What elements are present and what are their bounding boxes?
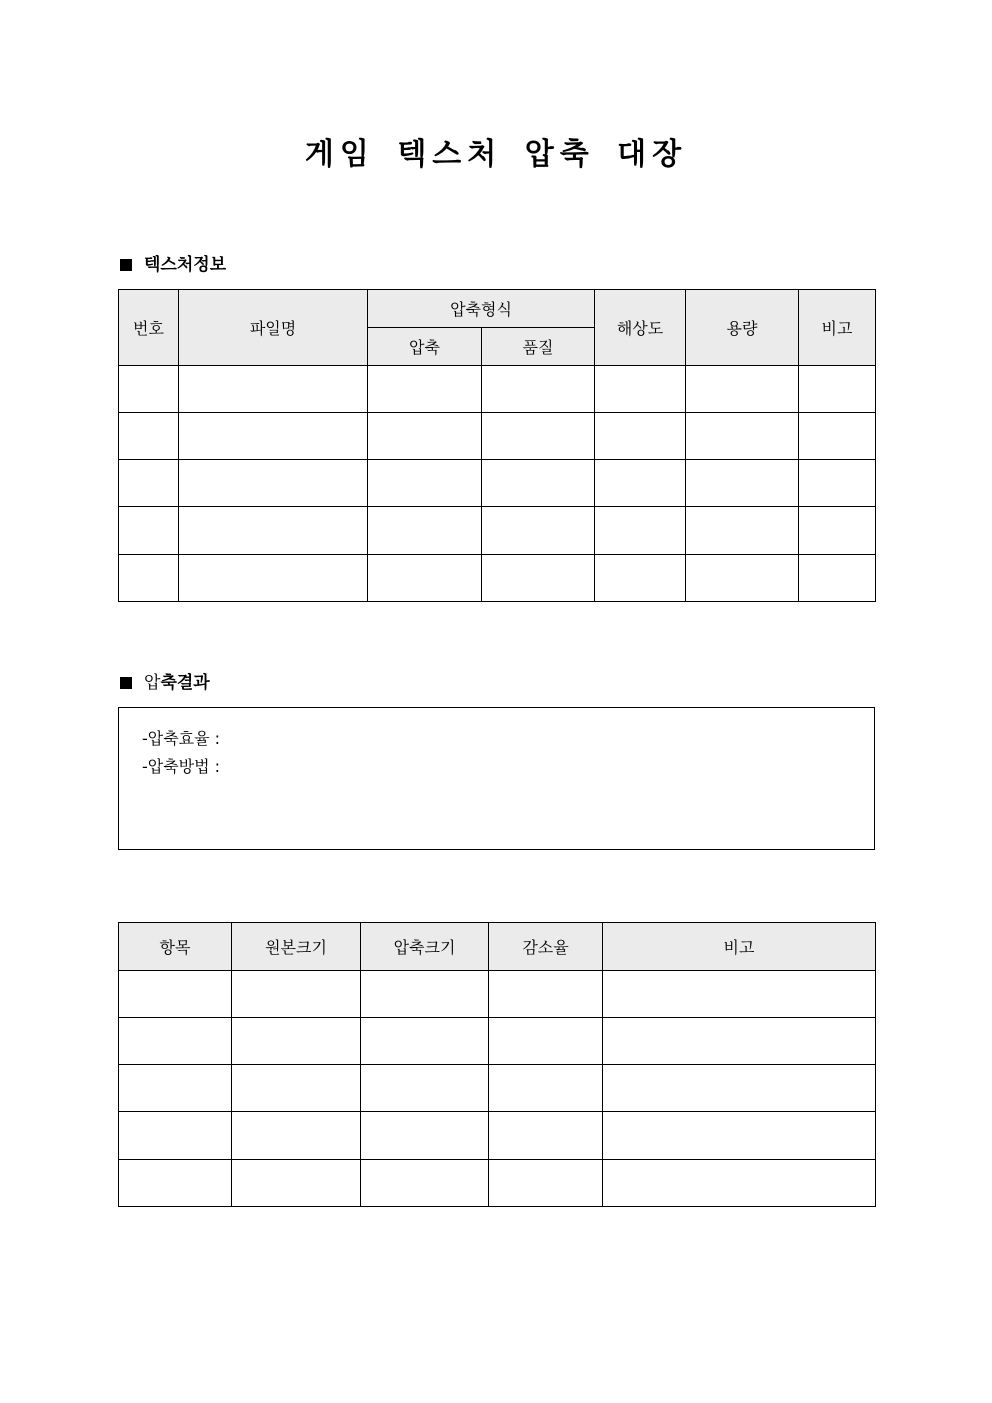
cell-quality[interactable] bbox=[482, 366, 595, 413]
cell-resolution[interactable] bbox=[595, 507, 686, 555]
cell-quality[interactable] bbox=[482, 507, 595, 555]
cell-compression[interactable] bbox=[368, 413, 482, 460]
cell-item[interactable] bbox=[119, 1018, 232, 1065]
header-original-size: 원본크기 bbox=[232, 923, 361, 971]
cell-item[interactable] bbox=[119, 1112, 232, 1160]
cell-filename[interactable] bbox=[179, 366, 368, 413]
cell-size[interactable] bbox=[686, 413, 799, 460]
section-heading-label: 텍스처정보 bbox=[144, 255, 227, 275]
header-note: 비고 bbox=[603, 923, 876, 971]
cell-quality[interactable] bbox=[482, 413, 595, 460]
cell-no[interactable] bbox=[119, 555, 179, 602]
section-heading-prefix: 압 bbox=[144, 673, 161, 693]
cell-quality[interactable] bbox=[482, 460, 595, 507]
cell-compressed-size[interactable] bbox=[361, 1018, 489, 1065]
cell-no[interactable] bbox=[119, 507, 179, 555]
table-row bbox=[119, 1065, 876, 1112]
header-compressed-size: 압축크기 bbox=[361, 923, 489, 971]
cell-reduction-rate[interactable] bbox=[489, 1112, 603, 1160]
cell-item[interactable] bbox=[119, 1160, 232, 1207]
cell-note[interactable] bbox=[603, 1112, 876, 1160]
header-compression: 압축 bbox=[368, 328, 482, 366]
header-size: 용량 bbox=[686, 290, 799, 366]
cell-quality[interactable] bbox=[482, 555, 595, 602]
cell-note[interactable] bbox=[799, 555, 876, 602]
cell-note[interactable] bbox=[799, 460, 876, 507]
table-row bbox=[119, 366, 876, 413]
header-compression-format: 압축형식 bbox=[368, 290, 595, 328]
cell-reduction-rate[interactable] bbox=[489, 1065, 603, 1112]
section-heading-label: 축결과 bbox=[160, 673, 210, 693]
cell-filename[interactable] bbox=[179, 460, 368, 507]
cell-resolution[interactable] bbox=[595, 366, 686, 413]
cell-original-size[interactable] bbox=[232, 1065, 361, 1112]
header-item: 항목 bbox=[119, 923, 232, 971]
cell-note[interactable] bbox=[799, 366, 876, 413]
table-row bbox=[119, 1160, 876, 1207]
cell-compressed-size[interactable] bbox=[361, 1160, 489, 1207]
cell-item[interactable] bbox=[119, 971, 232, 1018]
table-row bbox=[119, 460, 876, 507]
cell-no[interactable] bbox=[119, 366, 179, 413]
cell-item[interactable] bbox=[119, 1065, 232, 1112]
square-bullet-icon bbox=[120, 259, 132, 271]
cell-filename[interactable] bbox=[179, 555, 368, 602]
compression-size-table bbox=[118, 922, 876, 1207]
texture-info-table bbox=[118, 289, 876, 602]
cell-size[interactable] bbox=[686, 366, 799, 413]
cell-size[interactable] bbox=[686, 555, 799, 602]
header-reduction-rate: 감소율 bbox=[489, 923, 603, 971]
header-quality: 품질 bbox=[482, 328, 595, 366]
square-bullet-icon bbox=[120, 677, 132, 689]
table-row bbox=[119, 507, 876, 555]
table-row bbox=[119, 413, 876, 460]
table-row bbox=[119, 971, 876, 1018]
cell-reduction-rate[interactable] bbox=[489, 971, 603, 1018]
cell-no[interactable] bbox=[119, 413, 179, 460]
cell-resolution[interactable] bbox=[595, 460, 686, 507]
header-note: 비고 bbox=[799, 290, 876, 366]
header-no: 번호 bbox=[119, 290, 179, 366]
cell-reduction-rate[interactable] bbox=[489, 1160, 603, 1207]
cell-resolution[interactable] bbox=[595, 555, 686, 602]
section-heading-texture-info bbox=[120, 253, 226, 277]
cell-note[interactable] bbox=[603, 971, 876, 1018]
cell-compression[interactable] bbox=[368, 460, 482, 507]
cell-size[interactable] bbox=[686, 460, 799, 507]
compression-result-box[interactable] bbox=[118, 707, 875, 850]
compression-efficiency-line: -압축효율 : bbox=[142, 729, 221, 748]
page-title: 게임 텍스처 압축 대장 bbox=[304, 137, 688, 172]
table-row bbox=[119, 555, 876, 602]
cell-compressed-size[interactable] bbox=[361, 1065, 489, 1112]
cell-original-size[interactable] bbox=[232, 1112, 361, 1160]
table-row bbox=[119, 1018, 876, 1065]
cell-note[interactable] bbox=[603, 1065, 876, 1112]
cell-filename[interactable] bbox=[179, 413, 368, 460]
cell-compression[interactable] bbox=[368, 366, 482, 413]
cell-original-size[interactable] bbox=[232, 971, 361, 1018]
cell-note[interactable] bbox=[799, 507, 876, 555]
cell-note[interactable] bbox=[603, 1018, 876, 1065]
cell-original-size[interactable] bbox=[232, 1160, 361, 1207]
cell-filename[interactable] bbox=[179, 507, 368, 555]
cell-size[interactable] bbox=[686, 507, 799, 555]
cell-no[interactable] bbox=[119, 460, 179, 507]
table-row bbox=[119, 1112, 876, 1160]
cell-reduction-rate[interactable] bbox=[489, 1018, 603, 1065]
cell-compression[interactable] bbox=[368, 507, 482, 555]
cell-note[interactable] bbox=[799, 413, 876, 460]
cell-compressed-size[interactable] bbox=[361, 1112, 489, 1160]
header-filename: 파일명 bbox=[179, 290, 368, 366]
cell-compression[interactable] bbox=[368, 555, 482, 602]
cell-note[interactable] bbox=[603, 1160, 876, 1207]
section-heading-compression-result bbox=[120, 671, 210, 695]
header-resolution: 해상도 bbox=[595, 290, 686, 366]
compression-method-line: -압축방법 : bbox=[142, 757, 221, 776]
cell-resolution[interactable] bbox=[595, 413, 686, 460]
cell-original-size[interactable] bbox=[232, 1018, 361, 1065]
cell-compressed-size[interactable] bbox=[361, 971, 489, 1018]
